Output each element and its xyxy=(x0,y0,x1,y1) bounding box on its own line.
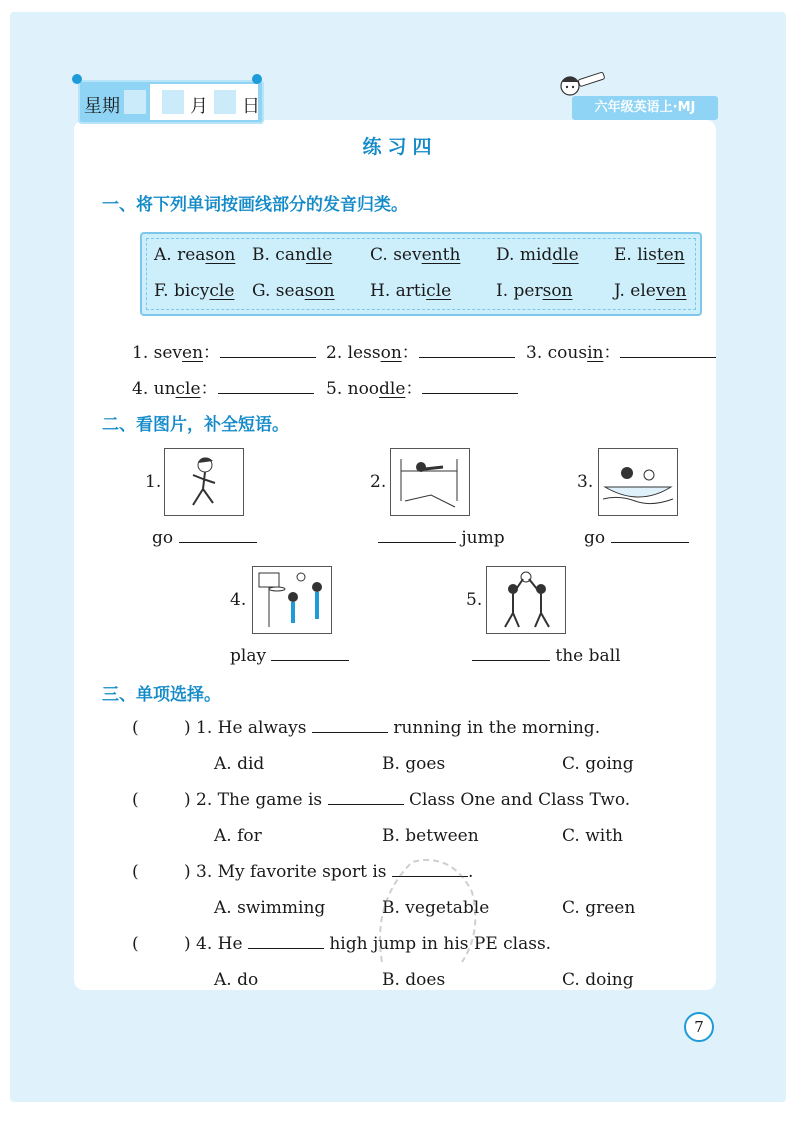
month-label: 月 xyxy=(190,96,208,117)
page-number: 7 xyxy=(684,1012,714,1042)
answer-blank[interactable] xyxy=(611,528,689,543)
word-g: G. season xyxy=(252,281,335,301)
question-4: 4. He high jump in his PE class. xyxy=(196,934,552,954)
option-1b[interactable]: B. goes xyxy=(382,754,446,774)
pic-number-1: 1. xyxy=(145,472,162,492)
option-4b[interactable]: B. does xyxy=(382,970,446,990)
answer-blank[interactable] xyxy=(328,790,404,805)
grade-tag: 六年级英语上·MJ xyxy=(572,96,718,120)
word-d: D. middle xyxy=(496,245,579,265)
option-1c[interactable]: C. going xyxy=(562,754,634,774)
pic-number-3: 3. xyxy=(577,472,594,492)
answer-blank[interactable] xyxy=(218,379,314,394)
page-title: 练习四 xyxy=(362,136,438,158)
phrase-1: go xyxy=(152,528,257,548)
word-i: I. person xyxy=(496,281,573,301)
dot-icon xyxy=(72,74,82,84)
section1-heading: 一、将下列单词按画线部分的发音归类。 xyxy=(102,195,408,215)
phrase-5: the ball xyxy=(472,646,621,666)
weekday-blank[interactable] xyxy=(124,90,146,114)
boating-picture xyxy=(598,448,678,516)
word-b: B. candle xyxy=(252,245,333,265)
answer-blank[interactable] xyxy=(472,646,550,661)
answer-blank[interactable] xyxy=(419,343,515,358)
section3-heading: 三、单项选择。 xyxy=(102,685,221,705)
classify-item-3: 3. cousin： xyxy=(526,338,716,363)
pic-number-2: 2. xyxy=(370,472,387,492)
month-blank[interactable] xyxy=(162,90,184,114)
option-2b[interactable]: B. between xyxy=(382,826,479,846)
pic-number-4: 4. xyxy=(230,590,247,610)
question-3: 3. My favorite sport is . xyxy=(196,862,474,882)
day-blank[interactable] xyxy=(214,90,236,114)
answer-blank[interactable] xyxy=(179,528,257,543)
pic-number-5: 5. xyxy=(466,590,483,610)
word-c: C. seventh xyxy=(370,245,461,265)
answer-blank[interactable] xyxy=(422,379,518,394)
answer-blank[interactable] xyxy=(220,343,316,358)
word-e: E. listen xyxy=(614,245,685,265)
basketball-picture xyxy=(252,566,332,634)
question-1: 1. He always running in the morning. xyxy=(196,718,601,738)
section2-heading: 二、看图片，补全短语。 xyxy=(102,415,289,435)
catch-ball-picture xyxy=(486,566,566,634)
option-2a[interactable]: A. for xyxy=(214,826,262,846)
classify-item-1: 1. seven： xyxy=(132,338,316,363)
word-a: A. reason xyxy=(154,245,236,265)
word-h: H. article xyxy=(370,281,452,301)
option-4a[interactable]: A. do xyxy=(214,970,259,990)
word-j: J. eleven xyxy=(614,281,687,301)
high-jump-picture xyxy=(390,448,470,516)
classify-item-5: 5. noodle： xyxy=(326,374,518,399)
classify-item-2: 2. lesson： xyxy=(326,338,515,363)
dot-icon xyxy=(252,74,262,84)
answer-blank[interactable] xyxy=(271,646,349,661)
option-3c[interactable]: C. green xyxy=(562,898,636,918)
option-3a[interactable]: A. swimming xyxy=(214,898,326,918)
day-label: 日 xyxy=(242,96,260,117)
word-f: F. bicycle xyxy=(154,281,235,301)
answer-blank[interactable] xyxy=(378,528,456,543)
option-2c[interactable]: C. with xyxy=(562,826,623,846)
answer-blank[interactable] xyxy=(312,718,388,733)
classify-item-4: 4. uncle： xyxy=(132,374,314,399)
phrase-3: go xyxy=(584,528,689,548)
option-3b[interactable]: B. vegetable xyxy=(382,898,490,918)
answer-blank[interactable] xyxy=(248,934,324,949)
option-4c[interactable]: C. doing xyxy=(562,970,634,990)
weekday-label: 星期 xyxy=(84,96,120,117)
phrase-4: play xyxy=(230,646,349,666)
watermark-stamp-icon xyxy=(362,842,492,982)
phrase-2: jump xyxy=(378,528,505,548)
question-2: 2. The game is Class One and Class Two. xyxy=(196,790,631,810)
running-girl-picture xyxy=(164,448,244,516)
answer-blank[interactable] xyxy=(620,343,716,358)
option-1a[interactable]: A. did xyxy=(214,754,265,774)
